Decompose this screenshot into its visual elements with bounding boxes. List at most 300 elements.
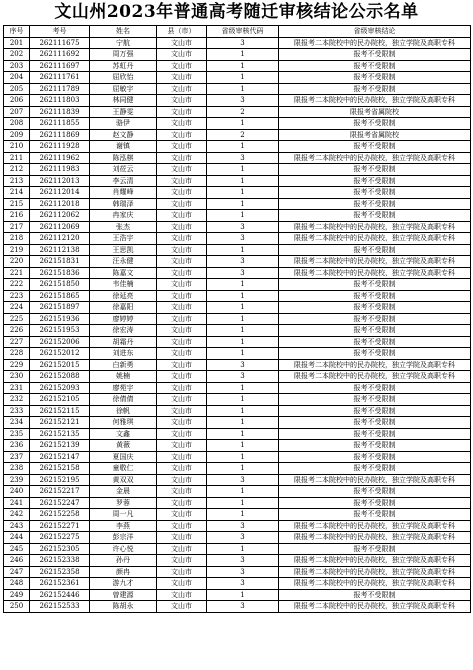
- table-row: [4, 325, 471, 337]
- cell-serial: 223: [4, 290, 30, 302]
- cell-review-code: 3: [207, 532, 279, 544]
- cell-county: 文山市: [157, 566, 207, 578]
- cell-name: 颜冉: [90, 566, 157, 578]
- cell-exam-number: 262152258: [30, 509, 90, 521]
- cell-review-code: 1: [207, 428, 279, 440]
- cell-serial: 228: [4, 348, 30, 360]
- cell-name: 白新勇: [90, 359, 157, 371]
- cell-name: 金晨: [90, 486, 157, 498]
- cell-exam-number: 262152271: [30, 520, 90, 532]
- cell-exam-number: 262112018: [30, 198, 90, 210]
- cell-review-code: 2: [207, 129, 279, 141]
- cell-name: 徐延亮: [90, 290, 157, 302]
- cell-county: 文山市: [157, 129, 207, 141]
- table-row: [4, 509, 471, 521]
- table-row: [4, 474, 471, 486]
- cell-exam-number: 262111789: [30, 83, 90, 95]
- cell-review-conclusion: 限报考二本院校中的民办院校，独立学院及高职专科: [279, 221, 471, 233]
- cell-review-code: 3: [207, 233, 279, 245]
- cell-exam-number: 262152135: [30, 428, 90, 440]
- cell-serial: 203: [4, 60, 30, 72]
- header-exam-number: 考号: [30, 26, 90, 38]
- cell-exam-number: 262111692: [30, 49, 90, 61]
- table-row: [4, 198, 471, 210]
- table-row: [4, 428, 471, 440]
- cell-review-code: 1: [207, 543, 279, 555]
- cell-name: 徐宏涛: [90, 325, 157, 337]
- cell-name: 廖婷婷: [90, 313, 157, 325]
- cell-exam-number: 262151865: [30, 290, 90, 302]
- cell-review-conclusion: 报考不受限制: [279, 313, 471, 325]
- cell-review-code: 1: [207, 175, 279, 187]
- cell-county: 文山市: [157, 474, 207, 486]
- cell-review-code: 3: [207, 37, 279, 49]
- page-title: 文山州2023年普通高考随迁审核结论公示名单: [54, 2, 419, 22]
- table-row: [4, 497, 471, 509]
- cell-exam-number: 262152361: [30, 578, 90, 590]
- cell-name: 姚楠: [90, 371, 157, 383]
- cell-exam-number: 262152446: [30, 589, 90, 601]
- table-row: [4, 279, 471, 291]
- cell-review-conclusion: 报考不受限制: [279, 175, 471, 187]
- cell-review-conclusion: 报考不受限制: [279, 394, 471, 406]
- cell-review-conclusion: 报考不受限制: [279, 497, 471, 509]
- cell-review-conclusion: 报考不受限制: [279, 509, 471, 521]
- cell-review-code: 3: [207, 359, 279, 371]
- cell-name: 周一凡: [90, 509, 157, 521]
- cell-name: 苏虹丹: [90, 60, 157, 72]
- cell-review-code: 1: [207, 141, 279, 153]
- cell-serial: 226: [4, 325, 30, 337]
- cell-county: 文山市: [157, 371, 207, 383]
- table-row: [4, 129, 471, 141]
- cell-review-conclusion: 报考不受限制: [279, 118, 471, 130]
- cell-county: 文山市: [157, 336, 207, 348]
- table-row: [4, 601, 471, 613]
- table-row: [4, 463, 471, 475]
- cell-serial: 206: [4, 95, 30, 107]
- cell-serial: 250: [4, 601, 30, 613]
- cell-review-conclusion: 限报考二本院校中的民办院校，独立学院及高职专科: [279, 37, 471, 49]
- cell-county: 文山市: [157, 405, 207, 417]
- cell-county: 文山市: [157, 221, 207, 233]
- cell-name: 屈敏宇: [90, 83, 157, 95]
- table-row: [4, 256, 471, 268]
- cell-review-code: 1: [207, 451, 279, 463]
- cell-county: 文山市: [157, 417, 207, 429]
- header-review-conclusion: 省级审核结论: [279, 26, 471, 38]
- cell-county: 文山市: [157, 532, 207, 544]
- cell-exam-number: 262112014: [30, 187, 90, 199]
- table-row: [4, 336, 471, 348]
- cell-exam-number: 262152006: [30, 336, 90, 348]
- cell-review-conclusion: 限报考二本院校中的民办院校，独立学院及高职专科: [279, 578, 471, 590]
- cell-county: 文山市: [157, 187, 207, 199]
- cell-review-code: 1: [207, 198, 279, 210]
- cell-review-conclusion: 报考不受限制: [279, 72, 471, 84]
- cell-county: 文山市: [157, 210, 207, 222]
- cell-county: 文山市: [157, 382, 207, 394]
- cell-county: 文山市: [157, 325, 207, 337]
- cell-name: 周万强: [90, 49, 157, 61]
- cell-exam-number: 262111839: [30, 106, 90, 118]
- cell-county: 文山市: [157, 302, 207, 314]
- cell-county: 文山市: [157, 83, 207, 95]
- cell-review-code: 1: [207, 382, 279, 394]
- cell-review-conclusion: 限报考二本院校中的民办院校，独立学院及高职专科: [279, 566, 471, 578]
- cell-county: 文山市: [157, 520, 207, 532]
- cell-exam-number: 262111855: [30, 118, 90, 130]
- cell-exam-number: 262111983: [30, 164, 90, 176]
- table-row: [4, 106, 471, 118]
- cell-review-conclusion: 限报考二本院校中的民办院校，独立学院及高职专科: [279, 371, 471, 383]
- cell-serial: 246: [4, 555, 30, 567]
- cell-name: 何雅琪: [90, 417, 157, 429]
- cell-exam-number: 262152358: [30, 566, 90, 578]
- cell-review-conclusion: 限报考二本院校中的民办院校，独立学院及高职专科: [279, 532, 471, 544]
- table-row: [4, 394, 471, 406]
- cell-review-code: 3: [207, 267, 279, 279]
- cell-review-conclusion: 报考不受限制: [279, 141, 471, 153]
- cell-name: 李燕: [90, 520, 157, 532]
- cell-review-code: 1: [207, 187, 279, 199]
- cell-review-conclusion: 报考不受限制: [279, 336, 471, 348]
- cell-review-code: 3: [207, 152, 279, 164]
- cell-review-code: 1: [207, 509, 279, 521]
- cell-name: 张杰: [90, 221, 157, 233]
- cell-serial: 236: [4, 440, 30, 452]
- cell-serial: 210: [4, 141, 30, 153]
- cell-review-conclusion: 报考不受限制: [279, 290, 471, 302]
- cell-county: 文山市: [157, 578, 207, 590]
- cell-review-conclusion: 报考不受限制: [279, 451, 471, 463]
- cell-review-code: 1: [207, 164, 279, 176]
- cell-exam-number: 262151850: [30, 279, 90, 291]
- cell-review-code: 3: [207, 601, 279, 613]
- cell-review-conclusion: 报考不受限制: [279, 382, 471, 394]
- cell-review-code: 1: [207, 394, 279, 406]
- table-row: [4, 152, 471, 164]
- table-row: [4, 37, 471, 49]
- cell-review-code: 1: [207, 417, 279, 429]
- cell-serial: 205: [4, 83, 30, 95]
- header-review-code: 省级审核代码: [207, 26, 279, 38]
- cell-review-conclusion: 报考不受限制: [279, 486, 471, 498]
- cell-review-code: 1: [207, 118, 279, 130]
- cell-review-conclusion: 报考不受限制: [279, 49, 471, 61]
- cell-review-code: 1: [207, 60, 279, 72]
- cell-exam-number: 262152533: [30, 601, 90, 613]
- cell-exam-number: 262112062: [30, 210, 90, 222]
- header-serial: 序号: [4, 26, 30, 38]
- table-row: [4, 578, 471, 590]
- cell-serial: 222: [4, 279, 30, 291]
- cell-review-code: 1: [207, 83, 279, 95]
- table-row: [4, 532, 471, 544]
- cell-review-code: 1: [207, 405, 279, 417]
- cell-serial: 242: [4, 509, 30, 521]
- cell-serial: 240: [4, 486, 30, 498]
- cell-exam-number: 262111962: [30, 152, 90, 164]
- cell-serial: 215: [4, 198, 30, 210]
- cell-review-conclusion: 报考不受限制: [279, 244, 471, 256]
- cell-name: 陈嘉文: [90, 267, 157, 279]
- cell-review-code: 3: [207, 474, 279, 486]
- cell-name: 汪永健: [90, 256, 157, 268]
- cell-review-code: 3: [207, 520, 279, 532]
- cell-review-conclusion: 报考不受限制: [279, 164, 471, 176]
- cell-review-conclusion: 限报考二本院校中的民办院校，独立学院及高职专科: [279, 95, 471, 107]
- cell-name: 游九才: [90, 578, 157, 590]
- cell-exam-number: 262152088: [30, 371, 90, 383]
- cell-name: 韦佳楠: [90, 279, 157, 291]
- cell-serial: 233: [4, 405, 30, 417]
- table-row: [4, 566, 471, 578]
- cell-review-code: 3: [207, 221, 279, 233]
- cell-serial: 217: [4, 221, 30, 233]
- cell-exam-number: 262151936: [30, 313, 90, 325]
- cell-county: 文山市: [157, 394, 207, 406]
- cell-name: 赵文静: [90, 129, 157, 141]
- cell-review-conclusion: 报考不受限制: [279, 198, 471, 210]
- cell-exam-number: 262152015: [30, 359, 90, 371]
- table-row: [4, 382, 471, 394]
- cell-exam-number: 262152121: [30, 417, 90, 429]
- cell-name: 童敬仁: [90, 463, 157, 475]
- cell-name: 胡霜丹: [90, 336, 157, 348]
- cell-exam-number: 262151897: [30, 302, 90, 314]
- table-row: [4, 589, 471, 601]
- cell-serial: 248: [4, 578, 30, 590]
- cell-serial: 239: [4, 474, 30, 486]
- cell-review-code: 1: [207, 210, 279, 222]
- cell-county: 文山市: [157, 601, 207, 613]
- cell-name: 黄双双: [90, 474, 157, 486]
- cell-review-code: 1: [207, 302, 279, 314]
- cell-review-conclusion: 报考不受限制: [279, 210, 471, 222]
- cell-review-conclusion: 限报考省属院校: [279, 129, 471, 141]
- table-row: [4, 233, 471, 245]
- table-row: [4, 359, 471, 371]
- cell-name: 宁航: [90, 37, 157, 49]
- table-row: [4, 60, 471, 72]
- cell-review-code: 1: [207, 313, 279, 325]
- table-row: [4, 72, 471, 84]
- table-row: [4, 187, 471, 199]
- cell-name: 彭宗洋: [90, 532, 157, 544]
- cell-serial: 235: [4, 428, 30, 440]
- cell-name: 王浩宇: [90, 233, 157, 245]
- cell-serial: 221: [4, 267, 30, 279]
- cell-exam-number: 262112069: [30, 221, 90, 233]
- cell-review-conclusion: 报考不受限制: [279, 440, 471, 452]
- cell-review-conclusion: 报考不受限制: [279, 589, 471, 601]
- cell-county: 文山市: [157, 95, 207, 107]
- cell-county: 文山市: [157, 49, 207, 61]
- cell-review-conclusion: 限报考二本院校中的民办院校，独立学院及高职专科: [279, 233, 471, 245]
- cell-name: 罗蓉: [90, 497, 157, 509]
- cell-review-code: 1: [207, 325, 279, 337]
- table-row: [4, 417, 471, 429]
- cell-serial: 249: [4, 589, 30, 601]
- cell-exam-number: 262152147: [30, 451, 90, 463]
- table-row: [4, 313, 471, 325]
- cell-name: 刘莅云: [90, 164, 157, 176]
- cell-serial: 232: [4, 394, 30, 406]
- table-row: [4, 267, 471, 279]
- table-row: [4, 486, 471, 498]
- table-row: [4, 221, 471, 233]
- cell-county: 文山市: [157, 348, 207, 360]
- table-row: [4, 371, 471, 383]
- cell-serial: 219: [4, 244, 30, 256]
- table-body: [4, 37, 471, 612]
- cell-review-conclusion: 限报考二本院校中的民办院校，独立学院及高职专科: [279, 267, 471, 279]
- cell-exam-number: 262152217: [30, 486, 90, 498]
- cell-review-conclusion: 报考不受限制: [279, 463, 471, 475]
- cell-county: 文山市: [157, 233, 207, 245]
- cell-review-code: 1: [207, 440, 279, 452]
- cell-county: 文山市: [157, 486, 207, 498]
- table-row: [4, 520, 471, 532]
- cell-review-conclusion: 报考不受限制: [279, 302, 471, 314]
- cell-county: 文山市: [157, 118, 207, 130]
- cell-review-conclusion: 报考不受限制: [279, 187, 471, 199]
- cell-exam-number: 262152115: [30, 405, 90, 417]
- table-row: [4, 83, 471, 95]
- cell-review-code: 1: [207, 486, 279, 498]
- cell-serial: 212: [4, 164, 30, 176]
- cell-serial: 213: [4, 175, 30, 187]
- table-row: [4, 290, 471, 302]
- table-row: [4, 118, 471, 130]
- cell-county: 文山市: [157, 463, 207, 475]
- cell-name: 韩瑞泽: [90, 198, 157, 210]
- cell-review-conclusion: 限报考二本院校中的民办院校，独立学院及高职专科: [279, 555, 471, 567]
- cell-serial: 204: [4, 72, 30, 84]
- cell-county: 文山市: [157, 279, 207, 291]
- table-row: [4, 141, 471, 153]
- cell-name: 林同健: [90, 95, 157, 107]
- table-row: [4, 175, 471, 187]
- cell-county: 文山市: [157, 37, 207, 49]
- cell-serial: 243: [4, 520, 30, 532]
- table-row: [4, 244, 471, 256]
- cell-name: 徐倩倩: [90, 394, 157, 406]
- header-name: 姓名: [90, 26, 157, 38]
- cell-serial: 225: [4, 313, 30, 325]
- cell-exam-number: 262152275: [30, 532, 90, 544]
- cell-review-code: 3: [207, 578, 279, 590]
- cell-exam-number: 262111697: [30, 60, 90, 72]
- cell-name: 谢镇: [90, 141, 157, 153]
- cell-serial: 231: [4, 382, 30, 394]
- cell-county: 文山市: [157, 589, 207, 601]
- cell-county: 文山市: [157, 72, 207, 84]
- cell-name: 廖苑宇: [90, 382, 157, 394]
- cell-serial: 207: [4, 106, 30, 118]
- cell-name: 许心悦: [90, 543, 157, 555]
- cell-review-code: 3: [207, 566, 279, 578]
- cell-serial: 234: [4, 417, 30, 429]
- cell-name: 文鑫: [90, 428, 157, 440]
- cell-county: 文山市: [157, 175, 207, 187]
- cell-name: 冉家庆: [90, 210, 157, 222]
- cell-exam-number: 262112138: [30, 244, 90, 256]
- cell-review-conclusion: 限报考二本院校中的民办院校，独立学院及高职专科: [279, 359, 471, 371]
- cell-review-conclusion: 报考不受限制: [279, 348, 471, 360]
- table-row: [4, 543, 471, 555]
- cell-county: 文山市: [157, 555, 207, 567]
- cell-serial: 214: [4, 187, 30, 199]
- cell-serial: 208: [4, 118, 30, 130]
- results-table: [3, 25, 471, 613]
- cell-serial: 209: [4, 129, 30, 141]
- cell-exam-number: 262111928: [30, 141, 90, 153]
- cell-name: 骆伊: [90, 118, 157, 130]
- table-row: [4, 302, 471, 314]
- table-header-row: [4, 26, 471, 38]
- cell-serial: 227: [4, 336, 30, 348]
- cell-exam-number: 262152093: [30, 382, 90, 394]
- cell-exam-number: 262152012: [30, 348, 90, 360]
- cell-county: 文山市: [157, 106, 207, 118]
- table-row: [4, 405, 471, 417]
- table-row: [4, 210, 471, 222]
- cell-county: 文山市: [157, 141, 207, 153]
- cell-review-code: 1: [207, 290, 279, 302]
- cell-serial: 230: [4, 371, 30, 383]
- cell-name: 刘进东: [90, 348, 157, 360]
- cell-serial: 220: [4, 256, 30, 268]
- cell-county: 文山市: [157, 164, 207, 176]
- cell-review-code: 1: [207, 589, 279, 601]
- table-row: [4, 95, 471, 107]
- cell-county: 文山市: [157, 267, 207, 279]
- cell-name: 王思凯: [90, 244, 157, 256]
- cell-exam-number: 262111869: [30, 129, 90, 141]
- cell-review-code: 1: [207, 72, 279, 84]
- cell-county: 文山市: [157, 256, 207, 268]
- cell-name: 曾建源: [90, 589, 157, 601]
- cell-serial: 224: [4, 302, 30, 314]
- cell-review-conclusion: 报考不受限制: [279, 279, 471, 291]
- table-row: [4, 164, 471, 176]
- cell-review-conclusion: 限报考二本院校中的民办院校，独立学院及高职专科: [279, 474, 471, 486]
- cell-name: 李云清: [90, 175, 157, 187]
- cell-review-conclusion: 报考不受限制: [279, 83, 471, 95]
- cell-review-conclusion: 报考不受限制: [279, 543, 471, 555]
- cell-exam-number: 262152195: [30, 474, 90, 486]
- table-row: [4, 440, 471, 452]
- cell-name: 夏国庆: [90, 451, 157, 463]
- cell-review-code: 1: [207, 348, 279, 360]
- cell-serial: 202: [4, 49, 30, 61]
- cell-review-conclusion: 限报考二本院校中的民办院校，独立学院及高职专科: [279, 152, 471, 164]
- table-row: [4, 451, 471, 463]
- cell-exam-number: 262152105: [30, 394, 90, 406]
- cell-review-code: 1: [207, 279, 279, 291]
- cell-exam-number: 262152338: [30, 555, 90, 567]
- cell-name: 陈泓棋: [90, 152, 157, 164]
- cell-review-conclusion: 报考不受限制: [279, 405, 471, 417]
- cell-name: 陈胡永: [90, 601, 157, 613]
- cell-exam-number: 262151831: [30, 256, 90, 268]
- table-row: [4, 555, 471, 567]
- cell-review-code: 1: [207, 497, 279, 509]
- cell-review-code: 1: [207, 336, 279, 348]
- cell-serial: 211: [4, 152, 30, 164]
